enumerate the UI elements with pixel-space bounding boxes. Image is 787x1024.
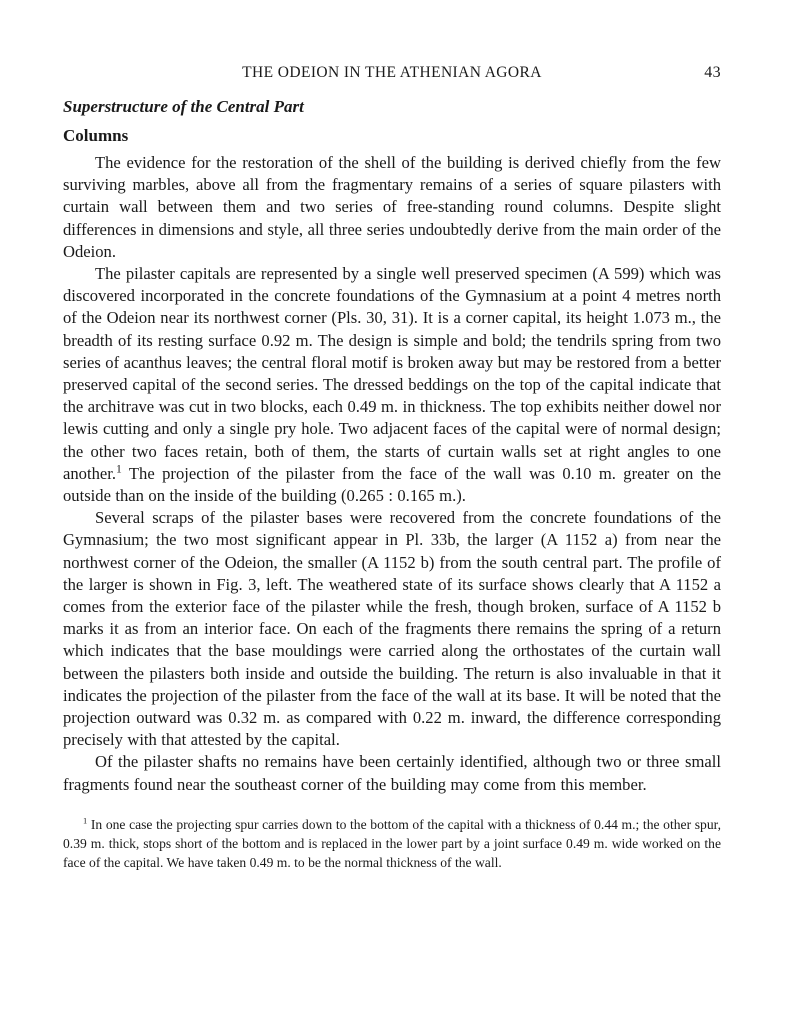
footnote-marker: 1 xyxy=(83,815,88,826)
footnotes xyxy=(63,815,721,872)
page-number: 43 xyxy=(704,64,721,81)
paragraph-text: The pilaster capitals are represented by a single well preserved specimen (A 599) which was discovered incorporated in the concrete foundations of the Gymnasium at a point 4 metres north of the Odeion near its northwest corner (Pls. 30, 31). It is a corner capital, its height 1.073 m., the breadth of its resting surface 0.92 m. The design is simple and bold; the tendrils spring from two series of acanthus leaves; the central floral motif is broken away but may be restored from a better preserved capital of the second series. The dressed beddings on the top of the capital indicate that the architrave was cut in two blocks, each 0.49 m. in thickness. The top exhibits neither dowel nor lewis cutting and only a single pry hole. Two adjacent faces of the capital were of normal design; the other two faces retain, both of them, the starts of curtain walls set at right angles to one another. xyxy=(63,264,721,483)
running-header xyxy=(63,58,721,86)
paragraph-text: Of the pilaster shafts no remains have been certainly identified, although two or three small fragments found near the southeast corner of the building may come from this member. xyxy=(63,752,721,794)
paragraph xyxy=(63,751,721,795)
paragraph xyxy=(63,507,721,751)
footnote xyxy=(63,815,721,872)
subsection-heading: Columns xyxy=(63,126,129,145)
paragraph xyxy=(63,152,721,263)
section-heading: Superstructure of the Central Part xyxy=(63,97,304,116)
footnote-text: In one case the projecting spur carries down to the bottom of the capital with a thickness of 0.44 m.; the other spur, 0.39 m. thick, stops short of the bottom and is replaced in the lower part by a joint surface 0.49 m. wide worked on the face of the capital. We have taken 0.49 m. to be the normal thickness of the wall. xyxy=(63,816,721,870)
paragraph-text: Several scraps of the pilaster bases were recovered from the concrete foundations of the Gymnasium; the two most significant appear in Pl. 33b, the larger (A 1152 a) from near the northwest corner of the Odeion, the smaller (A 1152 b) from the south central part. The profile of the larger is shown in Fig. 3, left. The weathered state of its surface shows clearly that A 1152 a comes from the exterior face of the pilaster while the fresh, though broken, surface of A 1152 b marks it as from an interior face. On each of the fragments there remains the spring of a return which indicates that the base mouldings were carried along the orthostates of the curtain wall between the pilasters both inside and outside the building. The return is also invaluable in that it indicates the projection of the pilaster from the face of the wall at its base. It will be noted that the projection outward was 0.32 m. as compared with 0.22 m. inward, the difference corresponding precisely with that attested by the capital. xyxy=(63,508,721,750)
footnote-reference[interactable]: 1 xyxy=(116,462,122,476)
document-page xyxy=(63,58,721,872)
paragraph-text: The evidence for the restoration of the shell of the building is derived chiefly from the few surviving marbles, above all from the fragmentary remains of a series of square pilasters with curtain wall between them and two series of free-standing round columns. Despite slight differences in dimensions and style, all three series undoubtedly derive from the main order of the Odeion. xyxy=(63,153,721,261)
running-title: THE ODEION IN THE ATHENIAN AGORA xyxy=(242,64,542,81)
paragraph-text-continued: The projection of the pilaster from the face of the wall was 0.10 m. greater on the outside than on the inside of the building (0.265 : 0.165 m.). xyxy=(63,463,721,506)
body-text xyxy=(63,152,721,796)
paragraph xyxy=(63,263,721,507)
